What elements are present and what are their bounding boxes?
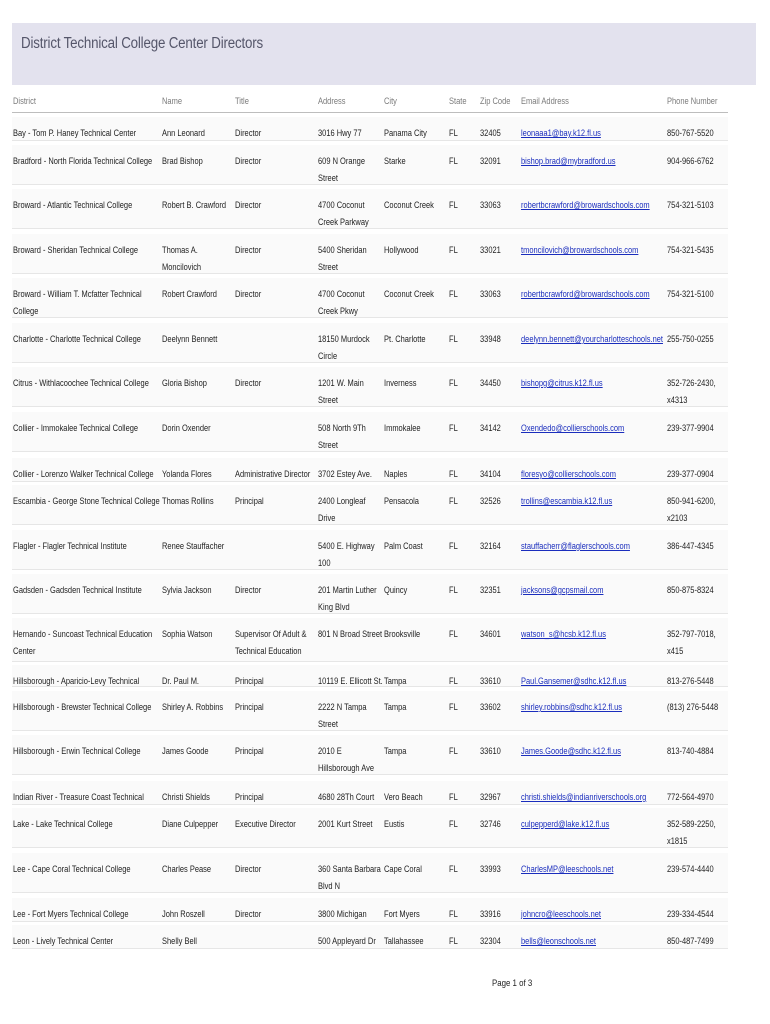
cell-state: FL — [449, 469, 458, 480]
cell-address: 5400 Sheridan Street — [318, 245, 367, 273]
cell-email[interactable]: James.Goode@sdhc.k12.fl.us — [521, 746, 621, 757]
cell-email[interactable]: leonaaa1@bay.k12.fl.us — [521, 128, 601, 139]
cell-phone: 239-574-4440 — [667, 864, 714, 875]
cell-email[interactable]: watson_s@hcsb.k12.fl.us — [521, 629, 606, 640]
table-row — [12, 412, 728, 452]
cell-state: FL — [449, 909, 458, 920]
cell-state: FL — [449, 629, 458, 640]
cell-district: Charlotte - Charlotte Technical College — [13, 334, 141, 345]
table-row — [12, 234, 728, 274]
cell-district: Citrus - Withlacoochee Technical College — [13, 378, 149, 389]
cell-zip: 32304 — [480, 936, 501, 947]
cell-name: Deelynn Bennett — [162, 334, 218, 345]
cell-name: John Roszell — [162, 909, 205, 920]
cell-email[interactable]: culpepperd@lake.k12.fl.us — [521, 819, 610, 830]
cell-phone: 239-377-0904 — [667, 469, 714, 480]
cell-title: Director — [235, 585, 262, 596]
cell-zip: 33063 — [480, 289, 501, 300]
cell-address: 2400 Longleaf Drive — [318, 496, 366, 524]
cell-zip: 32967 — [480, 792, 501, 803]
table-row — [12, 925, 728, 949]
cell-email[interactable]: Paul.Gansemer@sdhc.k12.fl.us — [521, 676, 627, 687]
cell-email[interactable]: robertbcrawford@browardschools.com — [521, 200, 650, 211]
cell-email[interactable]: CharlesMP@leeschools.net — [521, 864, 614, 875]
cell-phone: 386-447-4345 — [667, 541, 714, 552]
cell-email[interactable]: bells@leonschools.net — [521, 936, 596, 947]
cell-name: Thomas Rollins — [162, 496, 214, 507]
cell-email[interactable]: jacksons@gcpsmail.com — [521, 585, 604, 596]
cell-city: Brooksville — [384, 629, 421, 640]
table-row — [12, 853, 728, 893]
cell-email[interactable]: shirley.robbins@sdhc.k12.fl.us — [521, 702, 623, 713]
cell-title: Executive Director — [235, 819, 296, 830]
cell-district: Hillsborough - Brewster Technical College — [13, 702, 152, 713]
cell-phone: 850-767-5520 — [667, 128, 714, 139]
cell-email[interactable]: johncro@leeschools.net — [521, 909, 601, 920]
cell-address: 2222 N Tampa Street — [318, 702, 367, 730]
table-row — [12, 323, 728, 363]
header-zip: Zip Code — [480, 95, 511, 106]
table-row — [12, 574, 728, 614]
cell-district: Collier - Immokalee Technical College — [13, 423, 139, 434]
cell-city: Hollywood — [384, 245, 419, 256]
cell-city: Pt. Charlotte — [384, 334, 426, 345]
header-title: Title — [235, 95, 249, 106]
cell-title: Director — [235, 128, 262, 139]
page-number: Page 1 of 3 — [492, 978, 533, 989]
cell-address: 10119 E. Ellicott St. — [318, 676, 383, 687]
header-state: State — [449, 95, 467, 106]
table-row — [12, 808, 728, 848]
cell-zip: 33063 — [480, 200, 501, 211]
cell-state: FL — [449, 423, 458, 434]
cell-city: Tampa — [384, 702, 407, 713]
cell-state: FL — [449, 200, 458, 211]
page-title: District Technical College Center Directors — [21, 35, 264, 52]
cell-address: 3800 Michigan — [318, 909, 367, 920]
cell-district: Hillsborough - Erwin Technical College — [13, 746, 141, 757]
cell-state: FL — [449, 792, 458, 803]
table-row — [12, 691, 728, 731]
cell-phone: 239-377-9904 — [667, 423, 714, 434]
cell-name: Gloria Bishop — [162, 378, 207, 389]
cell-email[interactable]: tmoncilovich@browardschools.com — [521, 245, 639, 256]
cell-state: FL — [449, 289, 458, 300]
cell-name: Shelly Bell — [162, 936, 197, 947]
cell-email[interactable]: bishop.brad@mybradford.us — [521, 156, 616, 167]
table-row — [12, 781, 728, 805]
cell-state: FL — [449, 156, 458, 167]
cell-zip: 34104 — [480, 469, 501, 480]
cell-state: FL — [449, 819, 458, 830]
header-address: Address — [318, 95, 346, 106]
cell-phone: 239-334-4544 — [667, 909, 714, 920]
cell-address: 1201 W. Main Street — [318, 378, 364, 406]
table-row — [12, 367, 728, 407]
cell-title: Administrative Director — [235, 469, 311, 480]
cell-city: Tallahassee — [384, 936, 424, 947]
cell-district: Bay - Tom P. Haney Technical Center — [13, 128, 137, 139]
cell-name: Ann Leonard — [162, 128, 205, 139]
title-band — [12, 23, 756, 85]
cell-district: Flagler - Flagler Technical Institute — [13, 541, 127, 552]
cell-state: FL — [449, 541, 458, 552]
cell-city: Coconut Creek — [384, 289, 434, 300]
cell-city: Quincy — [384, 585, 408, 596]
cell-address: 3016 Hwy 77 — [318, 128, 362, 139]
cell-address: 4700 Coconut Creek Parkway — [318, 200, 369, 228]
cell-name: Dorin Oxender — [162, 423, 211, 434]
header-divider — [12, 112, 728, 113]
cell-state: FL — [449, 676, 458, 687]
cell-phone: 352-589-2250, x1815 — [667, 819, 716, 847]
cell-phone: 352-797-7018, x415 — [667, 629, 716, 657]
cell-title: Principal — [235, 496, 264, 507]
cell-city: Palm Coast — [384, 541, 423, 552]
cell-title: Principal — [235, 676, 264, 687]
cell-title: Principal — [235, 792, 264, 803]
cell-name: Thomas A. Moncilovich — [162, 245, 202, 273]
cell-title: Supervisor Of Adult & Technical Education — [235, 629, 307, 657]
cell-phone: 754-321-5100 — [667, 289, 714, 300]
cell-zip: 33916 — [480, 909, 501, 920]
table-row — [12, 735, 728, 775]
cell-address: 201 Martin Luther King Blvd — [318, 585, 377, 613]
cell-state: FL — [449, 496, 458, 507]
cell-email[interactable]: Oxendedo@collierschools.com — [521, 423, 625, 434]
cell-city: Pensacola — [384, 496, 419, 507]
cell-title: Principal — [235, 746, 264, 757]
cell-zip: 32405 — [480, 128, 501, 139]
cell-name: James Goode — [162, 746, 209, 757]
header-name: Name — [162, 95, 183, 106]
cell-district: Broward - Atlantic Technical College — [13, 200, 133, 211]
cell-title: Principal — [235, 702, 264, 713]
cell-address: 18150 Murdock Circle — [318, 334, 370, 362]
cell-district: Leon - Lively Technical Center — [13, 936, 114, 947]
cell-state: FL — [449, 245, 458, 256]
cell-email[interactable]: deelynn.bennett@yourcharlotteschools.net — [521, 334, 663, 345]
cell-zip: 34450 — [480, 378, 501, 389]
cell-zip: 33610 — [480, 676, 501, 687]
cell-name: Sylvia Jackson — [162, 585, 212, 596]
cell-zip: 32091 — [480, 156, 501, 167]
cell-name: Sophia Watson — [162, 629, 213, 640]
cell-address: 2001 Kurt Street — [318, 819, 373, 830]
table-row — [12, 665, 728, 687]
header-email: Email Address — [521, 95, 569, 106]
table-row — [12, 618, 728, 662]
cell-email[interactable]: robertbcrawford@browardschools.com — [521, 289, 650, 300]
cell-title: Director — [235, 378, 262, 389]
table-row — [12, 145, 728, 185]
cell-phone: 255-750-0255 — [667, 334, 714, 345]
cell-zip: 32746 — [480, 819, 501, 830]
table-row — [12, 189, 728, 229]
cell-district: Lee - Cape Coral Technical College — [13, 864, 131, 875]
cell-zip: 33021 — [480, 245, 501, 256]
cell-email[interactable]: stauffacherr@flaglerschools.com — [521, 541, 630, 552]
cell-zip: 33948 — [480, 334, 501, 345]
cell-phone: 813-276-5448 — [667, 676, 714, 687]
cell-district: Hillsborough - Aparicio-Levy Technical — [13, 676, 140, 687]
table-row — [12, 485, 728, 525]
cell-state: FL — [449, 936, 458, 947]
header-phone: Phone Number — [667, 95, 718, 106]
cell-email[interactable]: floresyo@collierschools.com — [521, 469, 616, 480]
cell-address: 508 North 9Th Street — [318, 423, 366, 451]
cell-city: Inverness — [384, 378, 417, 389]
cell-address: 2010 E Hillsborough Ave — [318, 746, 375, 774]
cell-state: FL — [449, 864, 458, 875]
cell-title: Director — [235, 156, 262, 167]
cell-state: FL — [449, 128, 458, 139]
cell-name: Charles Pease — [162, 864, 212, 875]
cell-name: Christi Shields — [162, 792, 210, 803]
cell-zip: 33602 — [480, 702, 501, 713]
cell-district: Indian River - Treasure Coast Technical — [13, 792, 144, 803]
cell-city: Starke — [384, 156, 406, 167]
cell-name: Dr. Paul M. — [162, 676, 200, 687]
cell-name: Renee Stauffacher — [162, 541, 225, 552]
cell-district: Lake - Lake Technical College — [13, 819, 113, 830]
cell-city: Coconut Creek — [384, 200, 434, 211]
cell-address: 609 N Orange Street — [318, 156, 366, 184]
cell-zip: 34601 — [480, 629, 501, 640]
cell-phone: 850-487-7499 — [667, 936, 714, 947]
cell-city: Fort Myers — [384, 909, 420, 920]
cell-state: FL — [449, 334, 458, 345]
cell-district: Gadsden - Gadsden Technical Institute — [13, 585, 142, 596]
cell-phone: 754-321-5103 — [667, 200, 714, 211]
table-row — [12, 117, 728, 141]
cell-phone: 772-564-4970 — [667, 792, 714, 803]
cell-email[interactable]: trollins@escambia.k12.fl.us — [521, 496, 613, 507]
cell-district: Collier - Lorenzo Walker Technical College — [13, 469, 154, 480]
cell-zip: 33993 — [480, 864, 501, 875]
cell-zip: 32351 — [480, 585, 501, 596]
cell-phone: (813) 276-5448 — [667, 702, 719, 713]
cell-district: Escambia - George Stone Technical College — [13, 496, 160, 507]
cell-city: Immokalee — [384, 423, 421, 434]
cell-email[interactable]: christi.shields@indianriverschools.org — [521, 792, 647, 803]
cell-city: Tampa — [384, 746, 407, 757]
cell-state: FL — [449, 746, 458, 757]
table-row — [12, 458, 728, 482]
table-row — [12, 278, 728, 318]
cell-address: 3702 Estey Ave. — [318, 469, 372, 480]
cell-state: FL — [449, 585, 458, 596]
cell-city: Tampa — [384, 676, 407, 687]
cell-name: Brad Bishop — [162, 156, 203, 167]
cell-address: 500 Appleyard Dr — [318, 936, 376, 947]
cell-title: Director — [235, 864, 262, 875]
cell-address: 5400 E. Highway 100 — [318, 541, 375, 569]
cell-phone: 850-875-8324 — [667, 585, 714, 596]
cell-state: FL — [449, 378, 458, 389]
cell-district: Bradford - North Florida Technical College — [13, 156, 153, 167]
cell-district: Lee - Fort Myers Technical College — [13, 909, 129, 920]
cell-email[interactable]: bishopg@citrus.k12.fl.us — [521, 378, 603, 389]
cell-zip: 34142 — [480, 423, 501, 434]
cell-title: Director — [235, 909, 262, 920]
cell-zip: 32164 — [480, 541, 501, 552]
cell-title: Director — [235, 200, 262, 211]
cell-district: Broward - William T. Mcfatter Technical College — [13, 289, 142, 317]
cell-name: Diane Culpepper — [162, 819, 219, 830]
header-city: City — [384, 95, 397, 106]
cell-phone: 813-740-4884 — [667, 746, 714, 757]
table-row — [12, 898, 728, 922]
cell-zip: 33610 — [480, 746, 501, 757]
cell-address: 4680 28Th Court — [318, 792, 375, 803]
cell-phone: 352-726-2430, x4313 — [667, 378, 716, 406]
cell-district: Hernando - Suncoast Technical Education Center — [13, 629, 153, 657]
cell-phone: 904-966-6762 — [667, 156, 714, 167]
cell-name: Robert Crawford — [162, 289, 217, 300]
header-district: District — [13, 95, 36, 106]
cell-title: Director — [235, 245, 262, 256]
cell-phone: 850-941-6200, x2103 — [667, 496, 716, 524]
cell-city: Panama City — [384, 128, 427, 139]
cell-city: Cape Coral — [384, 864, 422, 875]
cell-zip: 32526 — [480, 496, 501, 507]
cell-title: Director — [235, 289, 262, 300]
cell-city: Eustis — [384, 819, 405, 830]
cell-city: Naples — [384, 469, 408, 480]
cell-district: Broward - Sheridan Technical College — [13, 245, 139, 256]
cell-name: Shirley A. Robbins — [162, 702, 224, 713]
cell-name: Yolanda Flores — [162, 469, 212, 480]
cell-address: 4700 Coconut Creek Pkwy — [318, 289, 365, 317]
cell-phone: 754-321-5435 — [667, 245, 714, 256]
cell-name: Robert B. Crawford — [162, 200, 227, 211]
cell-address: 801 N Broad Street — [318, 629, 383, 640]
cell-city: Vero Beach — [384, 792, 423, 803]
cell-address: 360 Santa Barbara Blvd N — [318, 864, 381, 892]
table-row — [12, 530, 728, 570]
cell-state: FL — [449, 702, 458, 713]
